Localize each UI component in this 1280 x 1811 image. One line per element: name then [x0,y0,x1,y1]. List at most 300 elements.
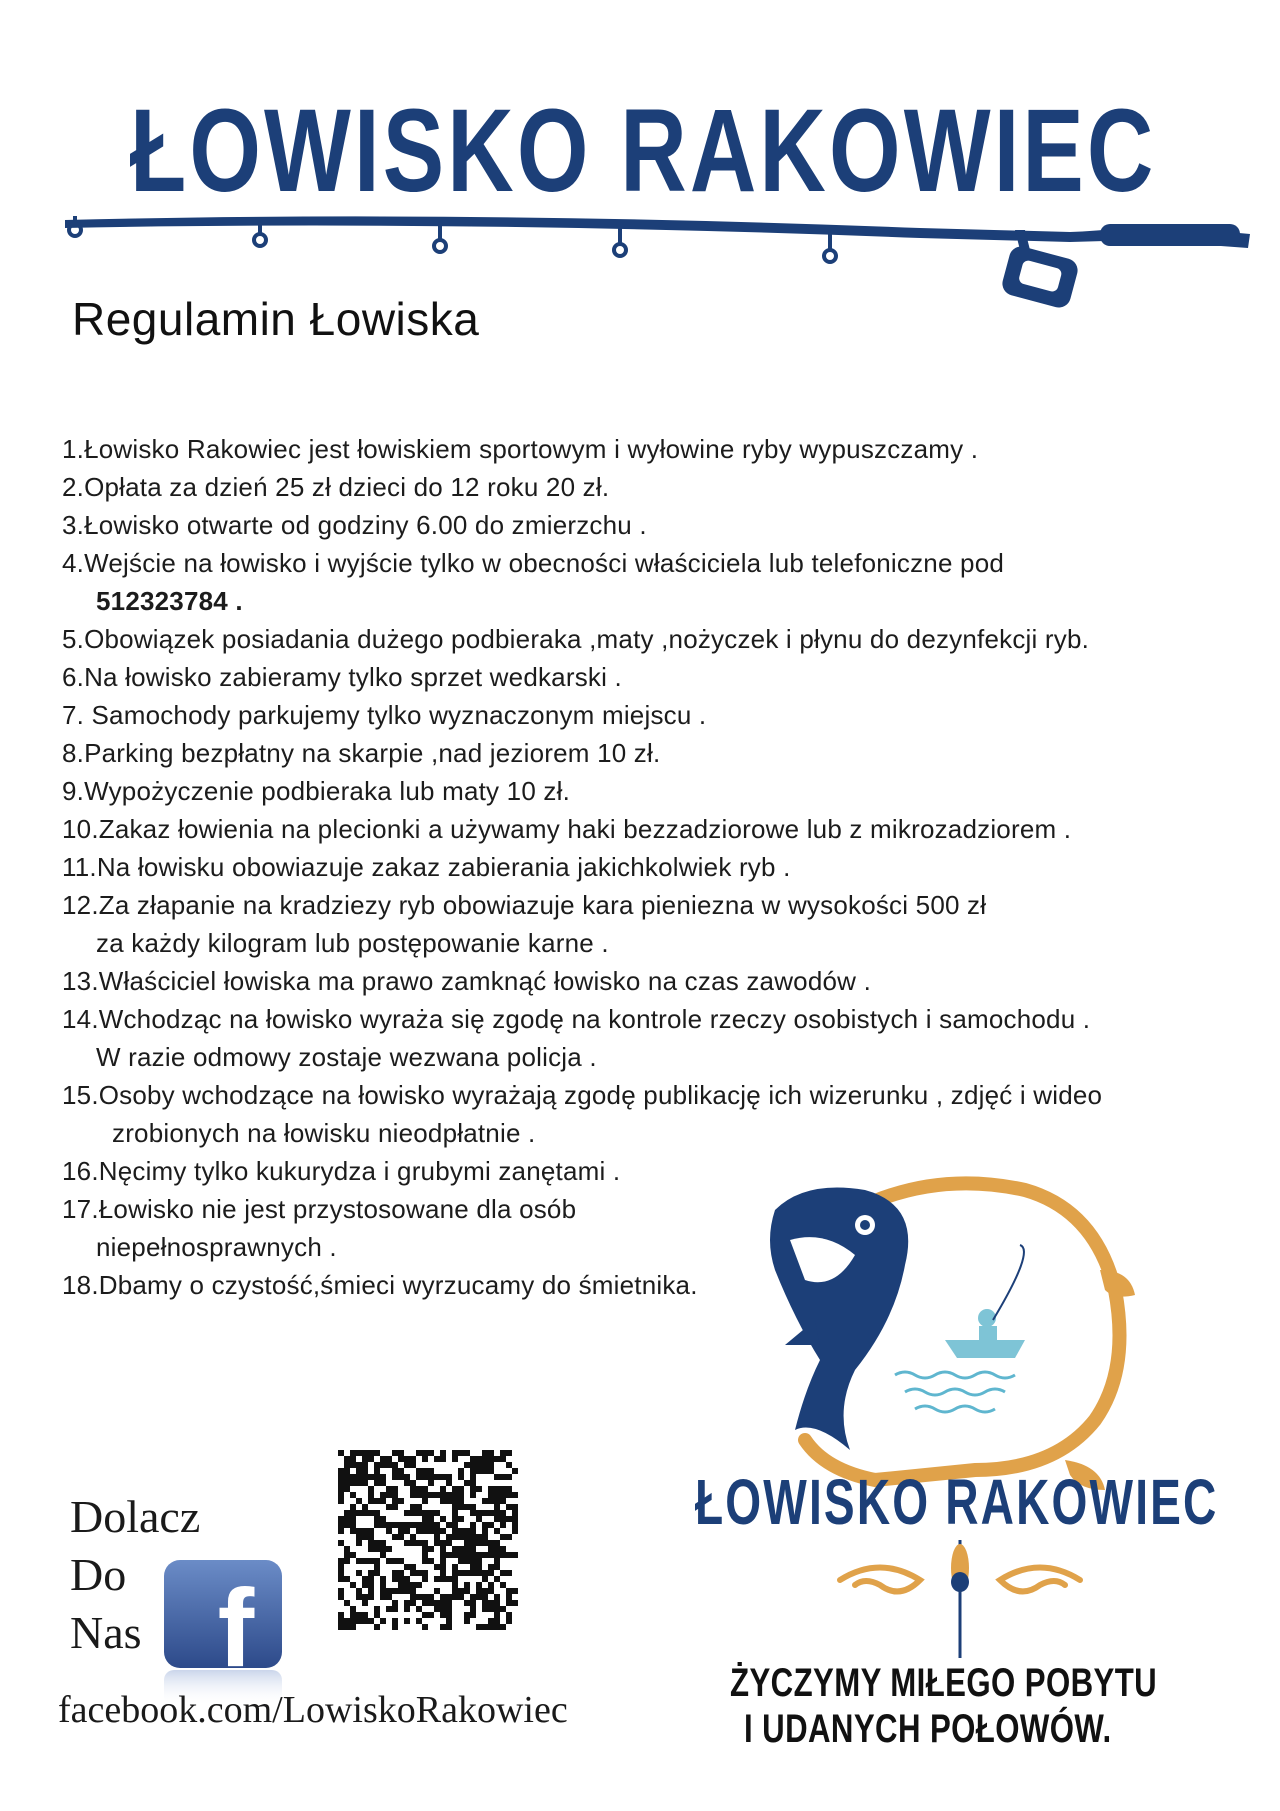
qr-module [434,1492,440,1498]
qr-module [350,1450,356,1456]
qr-module [350,1456,356,1462]
qr-module [488,1570,494,1576]
qr-module [494,1612,500,1618]
qr-module [440,1594,446,1600]
qr-module [344,1600,350,1606]
qr-module [500,1624,506,1630]
qr-module [368,1492,374,1498]
qr-module [416,1528,422,1534]
qr-module [422,1528,428,1534]
qr-module [512,1516,518,1522]
qr-module [434,1588,440,1594]
qr-module [482,1522,488,1528]
qr-module [512,1468,518,1474]
qr-module [386,1546,392,1552]
qr-module [362,1450,368,1456]
qr-module [338,1624,344,1630]
qr-module [470,1468,476,1474]
rule-item: 17.Łowisko nie jest przystosowane dla osób niepełnosprawnych . [62,1194,577,1262]
qr-module [374,1516,380,1522]
qr-module [452,1504,458,1510]
qr-module [494,1510,500,1516]
qr-module [410,1534,416,1540]
qr-module [428,1516,434,1522]
qr-module [494,1474,500,1480]
rule-item: 3.Łowisko otwarte od godziny 6.00 do zmierzchu . [62,510,647,540]
qr-module [368,1558,374,1564]
qr-module [422,1450,428,1456]
qr-module [392,1606,398,1612]
qr-module [338,1480,344,1486]
qr-module [338,1468,344,1474]
qr-module [410,1594,416,1600]
qr-module [440,1606,446,1612]
qr-module [380,1540,386,1546]
rule-item: 15.Osoby wchodzące na łowisko wyrażają zgodę publikację ich wizerunku , zdjęć i wideo zrobionych na łowisku nieodpłatnie . [62,1080,1103,1148]
join-us-text: Dolacz Do Nas [70,1491,201,1658]
qr-module [446,1480,452,1486]
qr-module [464,1612,470,1618]
qr-module [368,1474,374,1480]
qr-module [476,1594,482,1600]
qr-module [350,1552,356,1558]
qr-module [500,1486,506,1492]
qr-module [362,1600,368,1606]
qr-module [380,1516,386,1522]
qr-module [356,1474,362,1480]
qr-module [500,1570,506,1576]
qr-module [506,1450,512,1456]
qr-module [506,1594,512,1600]
qr-module [386,1558,392,1564]
qr-module [488,1552,494,1558]
qr-module [470,1492,476,1498]
qr-module [350,1528,356,1534]
qr-module [488,1618,494,1624]
qr-module [422,1492,428,1498]
qr-module [488,1450,494,1456]
qr-module [488,1456,494,1462]
qr-module [440,1624,446,1630]
qr-module [398,1528,404,1534]
phone-number: 512323784 . [96,586,243,616]
qr-module [482,1510,488,1516]
qr-module [356,1468,362,1474]
qr-module [488,1462,494,1468]
rule-item: 5.Obowiązek posiadania dużego podbieraka ,maty ,nożyczek i płynu do dezynfekcji ryb. [62,624,1090,654]
qr-module [344,1576,350,1582]
qr-module [422,1576,428,1582]
qr-module [494,1540,500,1546]
qr-module [512,1504,518,1510]
qr-module [476,1516,482,1522]
footer-brand: ŁOWISKO RAKOWIEC [695,1466,1219,1538]
qr-module [440,1576,446,1582]
qr-module [398,1450,404,1456]
qr-module [380,1582,386,1588]
qr-module [422,1456,428,1462]
qr-module [452,1570,458,1576]
qr-module [440,1486,446,1492]
qr-module [464,1504,470,1510]
qr-module [422,1624,428,1630]
rule-item: 8.Parking bezpłatny na skarpie ,nad jeziorem 10 zł. [62,738,661,768]
qr-module [338,1516,344,1522]
qr-module [440,1558,446,1564]
qr-module [452,1534,458,1540]
qr-module [368,1498,374,1504]
qr-module [506,1552,512,1558]
qr-module [506,1570,512,1576]
qr-module [392,1504,398,1510]
qr-module [500,1510,506,1516]
qr-module [494,1564,500,1570]
qr-module [338,1486,344,1492]
qr-module [422,1552,428,1558]
qr-module [362,1582,368,1588]
qr-module [344,1480,350,1486]
qr-module [374,1498,380,1504]
qr-module [416,1618,422,1624]
rule-item: 11.Na łowisku obowiazuje zakaz zabierania jakichkolwiek ryb . [62,852,791,882]
qr-module [470,1504,476,1510]
qr-module [464,1618,470,1624]
qr-module [374,1546,380,1552]
qr-module [386,1594,392,1600]
qr-module [356,1540,362,1546]
qr-module [356,1528,362,1534]
qr-module [476,1540,482,1546]
qr-module [422,1468,428,1474]
qr-module [428,1450,434,1456]
qr-module [368,1510,374,1516]
qr-module [452,1564,458,1570]
qr-module [464,1600,470,1606]
qr-module [380,1462,386,1468]
qr-module [422,1612,428,1618]
qr-module [494,1552,500,1558]
qr-module [350,1474,356,1480]
qr-module [446,1624,452,1630]
qr-module [506,1504,512,1510]
facebook-icon[interactable] [162,1558,284,1708]
qr-module [494,1618,500,1624]
facebook-url[interactable]: facebook.com/LowiskoRakowiec [58,1689,568,1731]
qr-module [494,1486,500,1492]
qr-module [374,1450,380,1456]
qr-module [434,1600,440,1606]
qr-module [392,1624,398,1630]
qr-module [446,1576,452,1582]
qr-module [404,1606,410,1612]
qr-module [458,1588,464,1594]
qr-module [362,1456,368,1462]
qr-module [404,1510,410,1516]
qr-module [446,1618,452,1624]
qr-module [470,1474,476,1480]
qr-module [356,1462,362,1468]
qr-module [398,1468,404,1474]
qr-module [428,1480,434,1486]
qr-module [368,1582,374,1588]
qr-module [380,1546,386,1552]
qr-module [362,1618,368,1624]
qr-module [380,1480,386,1486]
qr-module [470,1552,476,1558]
qr-module [356,1480,362,1486]
qr-module [368,1486,374,1492]
qr-module [404,1462,410,1468]
qr-module [410,1564,416,1570]
qr-module [350,1480,356,1486]
qr-module [338,1450,344,1456]
qr-module [494,1456,500,1462]
qr-module [362,1576,368,1582]
rule-item: 7. Samochody parkujemy tylko wyznaczonym miejscu . [62,700,707,730]
qr-module [470,1534,476,1540]
qr-module [410,1588,416,1594]
qr-module [380,1474,386,1480]
qr-module [440,1450,446,1456]
qr-module [392,1522,398,1528]
qr-module [470,1558,476,1564]
qr-module [476,1534,482,1540]
qr-module [344,1516,350,1522]
qr-module [362,1558,368,1564]
qr-module [422,1546,428,1552]
qr-module [410,1480,416,1486]
qr-module [494,1492,500,1498]
brand-title: ŁOWISKO RAKOWIEC [130,85,1157,217]
qr-module [440,1552,446,1558]
qr-module [506,1534,512,1540]
qr-module [344,1558,350,1564]
qr-module [356,1450,362,1456]
qr-module [458,1468,464,1474]
rule-item: 12.Za złapanie na kradziezy ryb obowiazuje kara pieniezna w wysokości 500 zł za każdy kilogram lub postępowanie karne . [62,890,987,958]
qr-module [422,1540,428,1546]
qr-module [512,1510,518,1516]
qr-module [380,1522,386,1528]
qr-module [434,1510,440,1516]
qr-module [338,1612,344,1618]
qr-module [356,1534,362,1540]
qr-module [350,1624,356,1630]
qr-module [362,1480,368,1486]
qr-module [368,1540,374,1546]
qr-module [512,1528,518,1534]
qr-module [374,1558,380,1564]
qr-module [392,1570,398,1576]
qr-module [494,1498,500,1504]
qr-module [344,1486,350,1492]
qr-module [446,1606,452,1612]
qr-module [470,1480,476,1486]
qr-module [338,1474,344,1480]
qr-module [350,1522,356,1528]
qr-module [464,1588,470,1594]
qr-module [392,1462,398,1468]
qr-module [356,1510,362,1516]
qr-module [398,1588,404,1594]
qr-module [344,1474,350,1480]
qr-module [476,1570,482,1576]
qr-module [428,1510,434,1516]
qr-code[interactable] [338,1450,518,1630]
qr-module [512,1492,518,1498]
qr-module [398,1558,404,1564]
qr-module [434,1456,440,1462]
qr-module [410,1540,416,1546]
qr-module [488,1600,494,1606]
qr-module [494,1504,500,1510]
qr-module [416,1468,422,1474]
qr-module [470,1462,476,1468]
qr-module [506,1462,512,1468]
qr-module [392,1450,398,1456]
qr-module [446,1552,452,1558]
qr-module [404,1528,410,1534]
qr-module [362,1534,368,1540]
qr-module [392,1576,398,1582]
qr-module [410,1486,416,1492]
qr-module [494,1606,500,1612]
qr-module [482,1552,488,1558]
qr-module [392,1534,398,1540]
qr-module [368,1546,374,1552]
qr-module [356,1588,362,1594]
qr-module [350,1582,356,1588]
qr-module [386,1588,392,1594]
qr-module [488,1588,494,1594]
qr-module [374,1564,380,1570]
qr-module [362,1462,368,1468]
qr-module [482,1624,488,1630]
qr-module [344,1468,350,1474]
qr-module [506,1588,512,1594]
qr-module [398,1570,404,1576]
qr-module [494,1528,500,1534]
qr-module [422,1474,428,1480]
qr-module [374,1606,380,1612]
qr-module [482,1606,488,1612]
qr-module [458,1546,464,1552]
page-title: Regulamin Łowiska [72,293,480,345]
qr-module [416,1474,422,1480]
qr-module [428,1600,434,1606]
qr-module [338,1540,344,1546]
qr-module [368,1576,374,1582]
qr-module [416,1594,422,1600]
qr-module [464,1534,470,1540]
qr-module [446,1534,452,1540]
qr-module [452,1594,458,1600]
qr-module [344,1510,350,1516]
qr-module [422,1510,428,1516]
qr-module [386,1606,392,1612]
qr-module [428,1468,434,1474]
qr-module [452,1522,458,1528]
qr-module [344,1522,350,1528]
qr-module [428,1546,434,1552]
qr-module [470,1540,476,1546]
qr-module [470,1456,476,1462]
qr-module [458,1594,464,1600]
qr-module [440,1570,446,1576]
qr-module [404,1456,410,1462]
qr-module [470,1612,476,1618]
qr-module [446,1594,452,1600]
qr-module [464,1462,470,1468]
qr-module [470,1510,476,1516]
qr-module [470,1600,476,1606]
qr-module [470,1594,476,1600]
qr-module [458,1498,464,1504]
qr-module [416,1522,422,1528]
qr-module [380,1456,386,1462]
qr-module [344,1552,350,1558]
qr-module [464,1570,470,1576]
qr-module [488,1468,494,1474]
qr-module [470,1564,476,1570]
qr-module [380,1594,386,1600]
qr-module [398,1534,404,1540]
qr-module [362,1528,368,1534]
qr-module [434,1540,440,1546]
qr-module [362,1510,368,1516]
qr-module [350,1462,356,1468]
qr-module [446,1600,452,1606]
qr-module [506,1600,512,1606]
qr-module [512,1522,518,1528]
qr-module [488,1564,494,1570]
qr-module [428,1474,434,1480]
qr-module [494,1516,500,1522]
rule-item: 10.Zakaz łowienia na plecionki a używamy haki bezzadziorowe lub z mikrozadziorem . [62,814,1072,844]
qr-module [416,1492,422,1498]
qr-module [458,1516,464,1522]
qr-module [500,1552,506,1558]
qr-module [512,1588,518,1594]
qr-module [494,1600,500,1606]
qr-module [440,1612,446,1618]
qr-module [488,1624,494,1630]
qr-module [374,1462,380,1468]
qr-module [344,1456,350,1462]
qr-module [392,1498,398,1504]
qr-module [446,1498,452,1504]
qr-module [386,1522,392,1528]
qr-module [434,1474,440,1480]
qr-module [434,1576,440,1582]
qr-module [506,1486,512,1492]
qr-module [416,1540,422,1546]
qr-module [488,1522,494,1528]
qr-module [488,1540,494,1546]
qr-module [398,1474,404,1480]
qr-module [452,1456,458,1462]
qr-module [356,1612,362,1618]
qr-module [452,1546,458,1552]
qr-module [506,1618,512,1624]
qr-module [482,1498,488,1504]
qr-module [464,1480,470,1486]
qr-module [410,1570,416,1576]
qr-module [452,1516,458,1522]
qr-module [488,1492,494,1498]
qr-module [404,1588,410,1594]
fishing-float-icon [820,1540,1100,1660]
